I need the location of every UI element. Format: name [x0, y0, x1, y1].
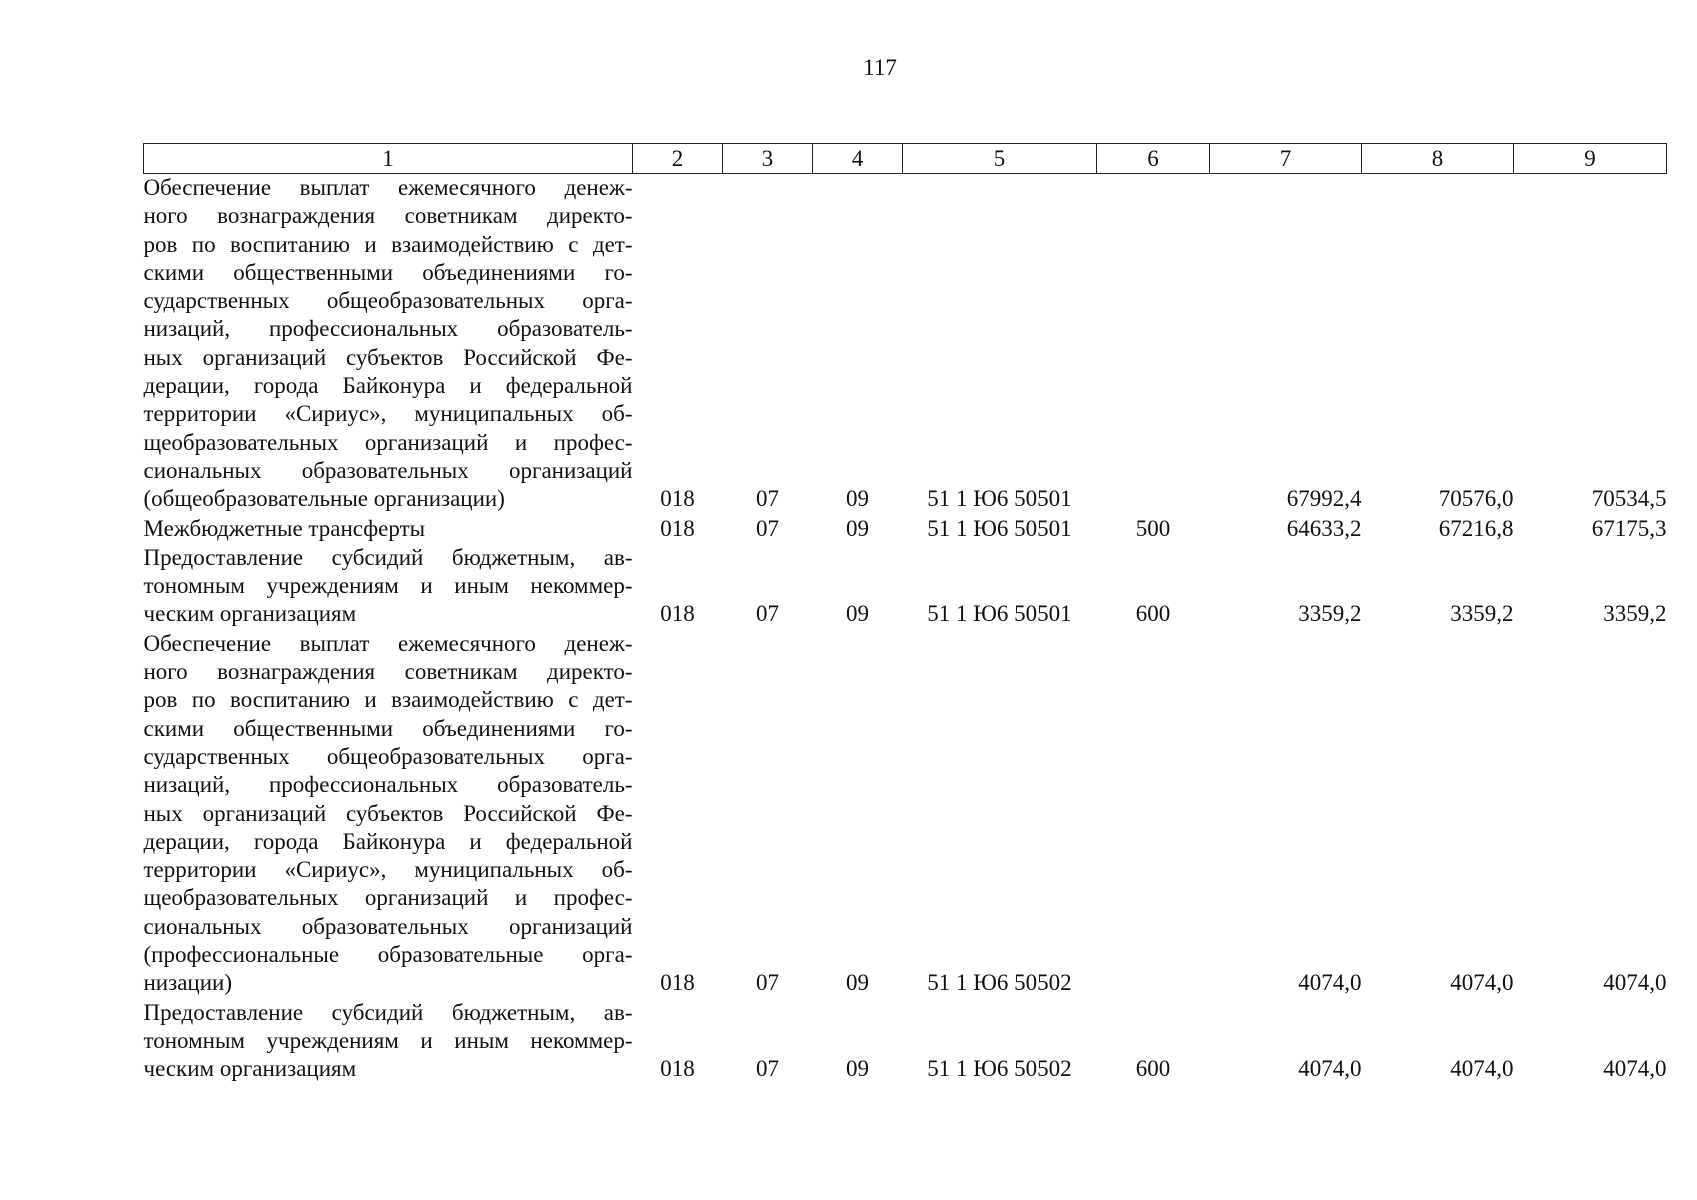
subsection-code-cell: 09	[846, 601, 869, 627]
header-row	[144, 144, 1667, 174]
description-cell	[144, 174, 633, 515]
section-code-cell: 07	[756, 515, 779, 541]
description-line: скими общественными объединениями го-	[143, 259, 633, 285]
ministry-code-cell: 018	[660, 601, 695, 627]
header-cell: 2	[633, 144, 723, 174]
subsection-code-cell: 09	[846, 515, 869, 541]
amount-year3-cell: 4074,0	[1603, 970, 1667, 996]
description-line: Предоставление субсидий бюджетным, ав-	[143, 999, 633, 1025]
description-line: Обеспечение выплат ежемесячного денеж-	[143, 175, 633, 200]
description-line: низаций, профессиональных образователь-	[143, 316, 633, 342]
header-cell: 7	[1210, 144, 1362, 174]
budget-table	[143, 143, 1667, 1085]
target-article-cell: 51 1 Ю6 50501	[927, 601, 1072, 627]
description-line: дерации, города Байконура и федеральной	[143, 373, 633, 399]
amount-year1-cell: 67992,4	[1286, 486, 1362, 512]
description-line: сударственных общеобразовательных орга-	[143, 743, 633, 769]
amount-year2-cell: 3359,2	[1450, 601, 1514, 627]
section-code-cell: 07	[756, 1056, 779, 1082]
target-article-cell: 51 1 Ю6 50501	[927, 515, 1072, 541]
description-line: щеобразовательных организаций и профес-	[143, 885, 633, 911]
table-row	[144, 174, 1667, 515]
subsection-code-cell: 09	[846, 486, 869, 512]
target-article-cell: 51 1 Ю6 50501	[927, 486, 1072, 512]
ministry-code-cell: 018	[660, 486, 695, 512]
header-cell: 3	[723, 144, 813, 174]
header-cell: 8	[1362, 144, 1514, 174]
table-body	[144, 174, 1667, 1085]
header-cell: 4	[813, 144, 903, 174]
description-line: низации)	[143, 970, 232, 996]
expense-type-cell	[1097, 630, 1210, 999]
header-cell: 1	[144, 144, 633, 174]
target-article-cell: 51 1 Ю6 50502	[927, 1056, 1072, 1082]
ministry-code-cell: 018	[660, 970, 695, 996]
amount-year1-cell: 64633,2	[1286, 515, 1362, 541]
header-cell: 6	[1097, 144, 1210, 174]
section-code-cell: 07	[756, 970, 779, 996]
amount-year1-cell: 3359,2	[1298, 601, 1362, 627]
description-line: ческим организациям	[143, 1056, 357, 1082]
amount-year1-cell: 4074,0	[1298, 1056, 1362, 1082]
amount-year3-cell: 70534,5	[1591, 486, 1667, 512]
description-line: тономным учреждениям и иным некоммер-	[143, 573, 633, 599]
amount-year3-cell: 4074,0	[1603, 1056, 1667, 1082]
subsection-code-cell: 09	[846, 1056, 869, 1082]
description-line: дерации, города Байконура и федеральной	[143, 828, 633, 854]
expense-type-cell: 600	[1135, 1056, 1171, 1082]
target-article-cell: 51 1 Ю6 50502	[927, 970, 1072, 996]
description-line: сиональных образовательных организаций	[143, 457, 633, 483]
description-line: (профессиональные образовательные орга-	[143, 942, 633, 968]
description-line: ных организаций субъектов Российской Фе-	[143, 344, 633, 370]
table-row	[144, 544, 1667, 630]
header-cell: 5	[903, 144, 1097, 174]
amount-year2-cell: 4074,0	[1450, 1056, 1514, 1082]
amount-year2-cell: 67216,8	[1438, 515, 1514, 541]
description-line: ров по воспитанию и взаимодействию с дет-	[143, 231, 633, 257]
description-line: территории «Сириус», муниципальных об-	[143, 857, 633, 883]
subsection-code-cell: 09	[846, 970, 869, 996]
description-line: (общеобразовательные организации)	[143, 486, 505, 512]
description-line: Обеспечение выплат ежемесячного денеж-	[143, 630, 633, 656]
expense-type-cell: 600	[1135, 601, 1171, 627]
section-code-cell: 07	[756, 601, 779, 627]
description-line: сиональных образовательных организаций	[143, 913, 633, 939]
amount-year3-cell: 67175,3	[1591, 515, 1667, 541]
ministry-code-cell: 018	[660, 1056, 695, 1082]
ministry-code-cell: 018	[660, 515, 695, 541]
expense-type-cell	[1097, 174, 1210, 515]
description-line: ческим организациям	[143, 601, 357, 627]
page-number: 117	[863, 55, 897, 80]
description-line: ных организаций субъектов Российской Фе-	[143, 800, 633, 826]
expense-type-cell: 500	[1135, 515, 1171, 541]
description-cell	[144, 515, 633, 544]
description-line: территории «Сириус», муниципальных об-	[143, 401, 633, 427]
description-cell	[144, 630, 633, 999]
description-cell	[144, 999, 633, 1085]
description-line: ного вознаграждения советникам директо-	[143, 659, 633, 685]
description-line: ров по воспитанию и взаимодействию с дет-	[143, 687, 633, 713]
description-line: щеобразовательных организаций и профес-	[143, 429, 633, 455]
table-row	[144, 999, 1667, 1085]
amount-year3-cell: 3359,2	[1603, 601, 1667, 627]
description-line: тономным учреждениям и иным некоммер-	[143, 1027, 633, 1053]
amount-year2-cell: 70576,0	[1438, 486, 1514, 512]
description-line: сударственных общеобразовательных орга-	[143, 288, 633, 314]
section-code-cell: 07	[756, 486, 779, 512]
amount-year1-cell: 4074,0	[1298, 970, 1362, 996]
description-cell	[144, 544, 633, 630]
table-row	[144, 630, 1667, 999]
amount-year2-cell: 4074,0	[1450, 970, 1514, 996]
description-line: Предоставление субсидий бюджетным, ав-	[143, 544, 633, 570]
description-line: ного вознаграждения советникам директо-	[143, 203, 633, 229]
description-line: скими общественными объединениями го-	[143, 715, 633, 741]
description-line: Межбюджетные трансферты	[143, 515, 426, 541]
header-cell: 9	[1514, 144, 1667, 174]
description-line: низаций, профессиональных образователь-	[143, 772, 633, 798]
table-row	[144, 515, 1667, 544]
